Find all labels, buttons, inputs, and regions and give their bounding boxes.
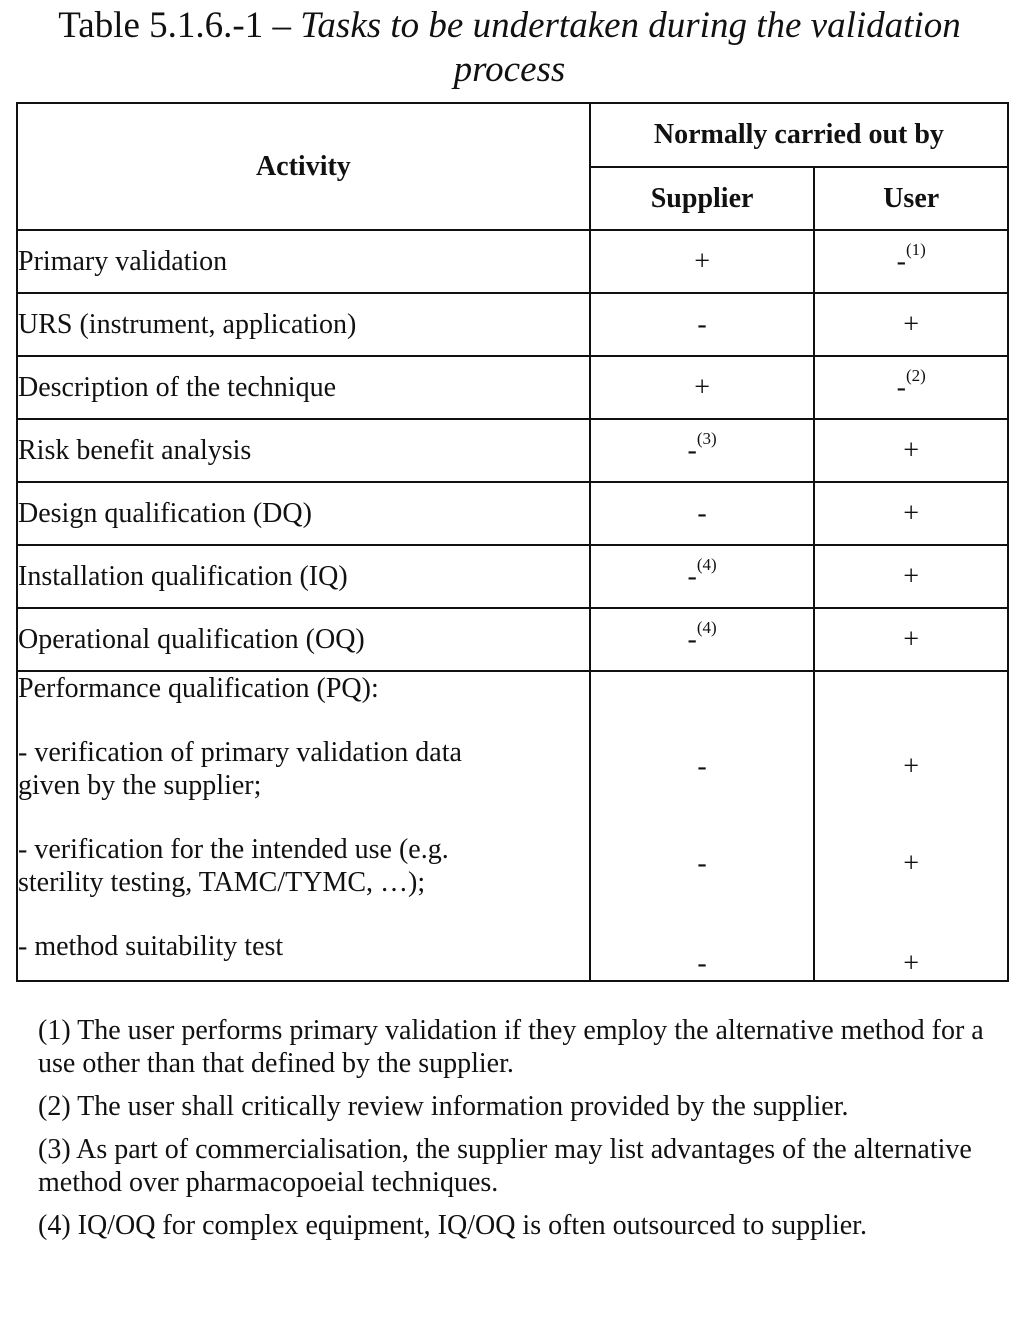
pq-heading: Performance qualification (PQ): xyxy=(18,673,379,704)
footnote: (4) IQ/OQ for complex equipment, IQ/OQ is often outsourced to supplier. xyxy=(38,1210,867,1241)
pq-item-line: - verification of primary validation data xyxy=(18,737,462,768)
supplier-cell: + xyxy=(590,230,815,293)
pq-user-cell xyxy=(814,671,1008,981)
pq-item-line: - method suitability test xyxy=(18,931,284,962)
supplier-mark: - xyxy=(697,751,707,782)
supplier-cell: - xyxy=(590,293,815,356)
user-cell: + xyxy=(814,608,1008,671)
activity-cell: Operational qualification (OQ) xyxy=(17,608,590,671)
user-mark: + xyxy=(903,848,920,879)
pq-activity-cell xyxy=(17,671,590,981)
user-mark: + xyxy=(903,751,920,782)
footnote: (2) The user shall critically review information provided by the supplier. xyxy=(38,1091,849,1122)
header-carried-by: Normally carried out by xyxy=(590,103,1008,167)
supplier-cell: -$^{(3)}$ xyxy=(590,419,815,482)
activity-cell: Design qualification (DQ) xyxy=(17,482,590,545)
header-supplier: Supplier xyxy=(590,167,815,230)
supplier-cell: -$^{(4)}$ xyxy=(590,608,815,671)
supplier-mark: - xyxy=(697,948,707,979)
table-row xyxy=(17,608,1008,671)
user-cell: + xyxy=(814,419,1008,482)
header-row-1 xyxy=(17,103,1008,167)
footnote: (3) As part of commercialisation, the supplier may list advantages of the alternative method over pharmacopoeial techniques. xyxy=(38,1134,972,1198)
table-number: Table 5.1.6.-1 – xyxy=(58,5,301,46)
table-row xyxy=(17,545,1008,608)
table-title xyxy=(0,4,1019,92)
activity-cell: Risk benefit analysis xyxy=(17,419,590,482)
header-activity: Activity xyxy=(17,103,590,230)
pq-item-line: given by the supplier; xyxy=(18,770,262,801)
user-cell: -$^{(1)}$ xyxy=(814,230,1008,293)
activity-cell: URS (instrument, application) xyxy=(17,293,590,356)
supplier-cell: - xyxy=(590,482,815,545)
pq-item-line: - verification for the intended use (e.g. xyxy=(18,834,449,865)
table-row xyxy=(17,230,1008,293)
validation-tasks-table xyxy=(16,102,1009,982)
supplier-mark: - xyxy=(697,848,707,879)
user-mark: + xyxy=(903,948,920,979)
pq-row xyxy=(17,671,1008,981)
user-cell: + xyxy=(814,293,1008,356)
table-row xyxy=(17,293,1008,356)
header-user: User xyxy=(814,167,1008,230)
footnotes xyxy=(38,1014,998,1252)
activity-cell: Installation qualification (IQ) xyxy=(17,545,590,608)
pq-item-line: sterility testing, TAMC/TYMC, …); xyxy=(18,867,426,898)
supplier-cell: -$^{(4)}$ xyxy=(590,545,815,608)
table-caption: Tasks to be undertaken during the validation process xyxy=(300,5,961,90)
activity-cell: Primary validation xyxy=(17,230,590,293)
table-row xyxy=(17,356,1008,419)
user-cell: -$^{(2)}$ xyxy=(814,356,1008,419)
table-row xyxy=(17,482,1008,545)
pq-supplier-cell xyxy=(590,671,815,981)
activity-cell: Description of the technique xyxy=(17,356,590,419)
supplier-cell: + xyxy=(590,356,815,419)
user-cell: + xyxy=(814,545,1008,608)
table-row xyxy=(17,419,1008,482)
footnote: (1) The user performs primary validation if they employ the alternative method for a use other than that defined by the supplier. xyxy=(38,1015,984,1079)
user-cell: + xyxy=(814,482,1008,545)
